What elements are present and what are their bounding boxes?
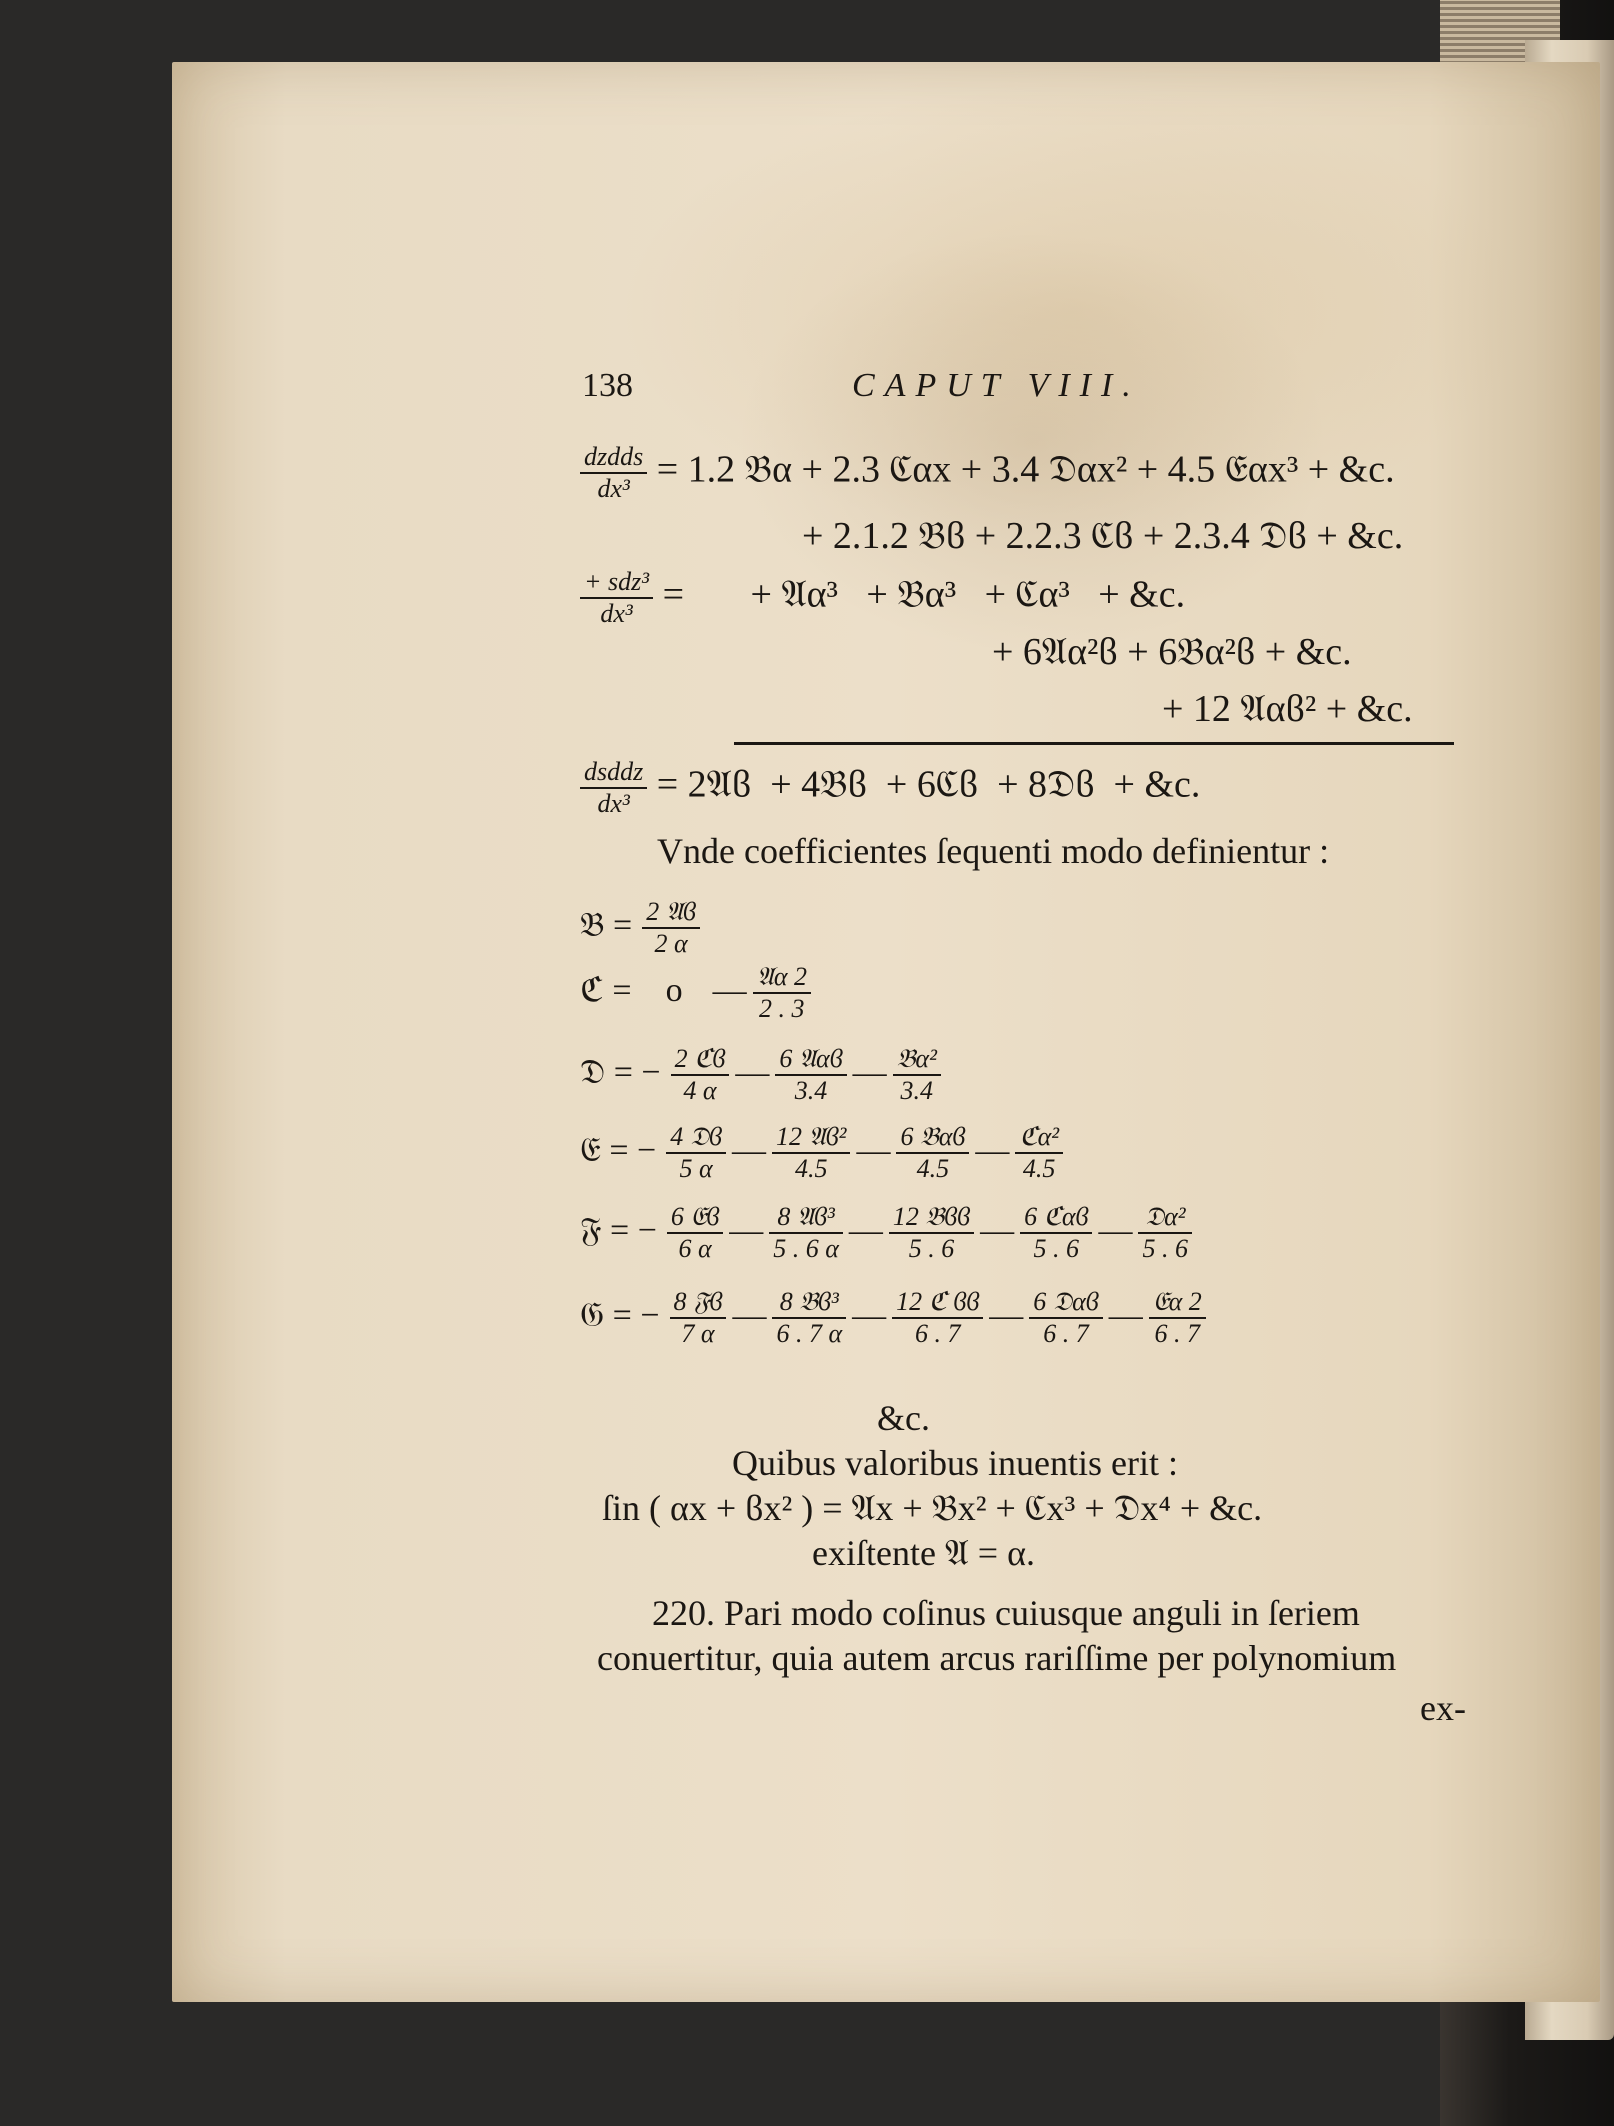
minus-sign: — — [1108, 1296, 1143, 1334]
minus-sign: — — [1098, 1211, 1133, 1249]
coefficient-fraction — [666, 1122, 726, 1184]
coefficient-lead: o — [665, 971, 683, 1009]
fraction-denominator: 3.4 — [794, 1076, 828, 1105]
coefficient-fraction — [769, 1202, 843, 1264]
fraction-denominator: 2 . 3 — [759, 994, 805, 1023]
fraction-numerator: 12 ℭ ϐϐ — [892, 1287, 983, 1319]
coefficient-fraction — [772, 1122, 850, 1184]
intro-sentence: Vnde coefficientes ſequenti modo definientur : — [657, 831, 1330, 871]
etc-mark: &c. — [877, 1398, 930, 1438]
minus-sign: — — [735, 1053, 770, 1091]
minus-sign: — — [852, 1053, 887, 1091]
result-series: ſin ( αx + ϐx² ) = 𝔄x + 𝔅x² + ℭx³ + 𝔇x⁴ + &c. — [602, 1488, 1263, 1528]
fraction-numerator: 12 𝔅ϐϐ — [889, 1202, 974, 1234]
coefficient-fraction — [775, 1044, 846, 1106]
minus-sign: — — [852, 1296, 887, 1334]
fraction-denominator: 5 . 6 — [1142, 1234, 1188, 1263]
coefficient-row-F — [580, 1202, 1192, 1264]
coefficient-row-C — [580, 962, 811, 1024]
fraction-lhs-3: $\frac{\text{+ sdz³}}{\text{dx³}}$ — [580, 567, 653, 629]
coefficient-lhs: 𝔉 = − — [580, 1211, 657, 1249]
equation-row-4: + 6𝔄α²ϐ + 6𝔅α²ϐ + &c. — [992, 631, 1352, 673]
fraction-numerator: 6 ℭαϐ — [1020, 1202, 1092, 1234]
coefficient-fraction — [671, 1044, 730, 1106]
coefficient-row-G — [580, 1287, 1206, 1349]
fraction-numerator: 8 𝔅ϐ³ — [772, 1287, 846, 1319]
fraction-numerator: 12 𝔄ϐ² — [772, 1122, 850, 1154]
paragraph-line-2: conuertitur, quia autem arcus rariſſime per polynomium — [597, 1638, 1397, 1678]
fraction-numerator: 6 𝔄αϐ — [775, 1044, 846, 1076]
minus-sign: — — [856, 1131, 891, 1169]
fraction-denominator: 5 . 6 α — [773, 1234, 839, 1263]
fraction-numerator: 2 𝔄ϐ — [642, 897, 700, 929]
minus-sign: — — [712, 971, 747, 1009]
minus-sign: — — [848, 1211, 883, 1249]
running-title: CAPUT VIII. — [852, 367, 1141, 404]
fraction-denominator: 6 . 7 — [1154, 1319, 1200, 1348]
fraction-numerator: 2 ℭϐ — [671, 1044, 730, 1076]
fraction-denominator: 2 α — [654, 929, 688, 958]
fraction-numerator: 𝔅α² — [893, 1044, 941, 1076]
fraction-denominator: 5 . 6 — [908, 1234, 955, 1263]
fraction-lhs-6: $\frac{\text{dsddz}}{\text{dx³}}$ — [580, 757, 647, 819]
equation-row-5: + 12 𝔄αϐ² + &c. — [1162, 688, 1413, 730]
fraction-denominator: 6 . 7 — [1043, 1319, 1089, 1348]
equation-row-3: $\frac{\text{+ sdz³}}{\text{dx³}}$ = + 𝔄α³ + 𝔅α³ + ℭα³ + &c. — [580, 567, 1185, 629]
fraction-numerator: 4 𝔇ϐ — [666, 1122, 726, 1154]
equation-row-6: $\frac{\text{dsddz}}{\text{dx³}}$ = 2𝔄ϐ + 4𝔅ϐ + 6ℭϐ + 8𝔇ϐ + &c. — [580, 757, 1200, 819]
fraction-denominator: 5 α — [679, 1154, 713, 1183]
coefficient-fraction — [892, 1287, 983, 1349]
coefficient-fraction — [772, 1287, 846, 1349]
fraction-numerator: 8 𝔉ϐ — [670, 1287, 727, 1319]
coefficient-fraction — [1020, 1202, 1092, 1264]
book-page — [172, 62, 1600, 2002]
minus-sign: — — [731, 1131, 766, 1169]
coefficient-lhs: ℭ = — [580, 971, 632, 1009]
coefficient-fraction — [896, 1122, 969, 1184]
fraction-numerator: 𝔇α² — [1138, 1202, 1192, 1234]
fraction-numerator: 8 𝔄ϐ³ — [769, 1202, 843, 1234]
fraction-numerator: 6 𝔇αϐ — [1029, 1287, 1102, 1319]
coefficient-fraction — [1138, 1202, 1192, 1264]
coefficient-fraction — [667, 1202, 723, 1264]
fraction-numerator: 𝔈α 2 — [1149, 1287, 1206, 1319]
coefficient-fraction — [670, 1287, 727, 1349]
coefficient-row-E — [580, 1122, 1063, 1184]
coefficient-lhs: 𝔈 = − — [580, 1131, 657, 1169]
coefficient-fraction — [1029, 1287, 1102, 1349]
fraction-numerator: 6 𝔅αϐ — [896, 1122, 969, 1154]
minus-sign: — — [732, 1296, 767, 1334]
fraction-denominator: 4.5 — [916, 1154, 950, 1183]
summation-rule — [734, 742, 1454, 745]
coefficient-fraction — [642, 897, 700, 959]
coefficient-fraction — [1149, 1287, 1206, 1349]
minus-sign: — — [729, 1211, 764, 1249]
coefficient-lhs: 𝔊 = − — [580, 1296, 660, 1334]
fraction-numerator: ℭα² — [1015, 1122, 1063, 1154]
paragraph-line-1: 220. Pari modo coſinus cuiusque anguli in ſeriem — [652, 1593, 1360, 1633]
fraction-denominator: 4 α — [683, 1076, 717, 1105]
equation-row-2: + 2.1.2 𝔅ϐ + 2.2.3 ℭϐ + 2.3.4 𝔇ϐ + &c. — [802, 515, 1404, 557]
coefficient-lhs: 𝔇 = − — [580, 1053, 661, 1091]
fraction-denominator: 7 α — [681, 1319, 715, 1348]
coefficient-fraction — [753, 962, 811, 1024]
fraction-lhs-1: $\frac{\text{dzdds}}{\text{dx³}}$ — [580, 442, 647, 504]
minus-sign: — — [989, 1296, 1024, 1334]
fraction-denominator: 6 . 7 — [914, 1319, 961, 1348]
minus-sign: — — [975, 1131, 1010, 1169]
result-condition: exiſtente 𝔄 = α. — [812, 1533, 1035, 1573]
minus-sign: — — [980, 1211, 1015, 1249]
fraction-denominator: 4.5 — [1022, 1154, 1056, 1183]
fraction-denominator: 6 α — [678, 1234, 712, 1263]
fraction-denominator: 3.4 — [900, 1076, 934, 1105]
fraction-denominator: 4.5 — [794, 1154, 828, 1183]
catchword: ex- — [1420, 1688, 1466, 1728]
equation-row-1: $\frac{\text{dzdds}}{\text{dx³}}$ = 1.2 𝔅α + 2.3 ℭαx + 3.4 𝔇αx² + 4.5 𝔈αx³ + &c. — [580, 442, 1395, 504]
fraction-numerator: 6 𝔈ϐ — [667, 1202, 723, 1234]
coefficient-row-D — [580, 1044, 941, 1106]
fraction-denominator: 5 . 6 — [1033, 1234, 1080, 1263]
coefficient-fraction — [893, 1044, 941, 1106]
coefficient-row-B — [580, 897, 700, 959]
page-number: 138 — [582, 367, 633, 404]
fraction-denominator: 6 . 7 α — [776, 1319, 843, 1348]
coefficient-lhs: 𝔅 = — [580, 906, 633, 944]
coefficient-fraction — [1015, 1122, 1063, 1184]
fraction-numerator: 𝔄α 2 — [753, 962, 811, 994]
coefficient-fraction — [889, 1202, 974, 1264]
result-intro: Quibus valoribus inuentis erit : — [732, 1443, 1178, 1483]
